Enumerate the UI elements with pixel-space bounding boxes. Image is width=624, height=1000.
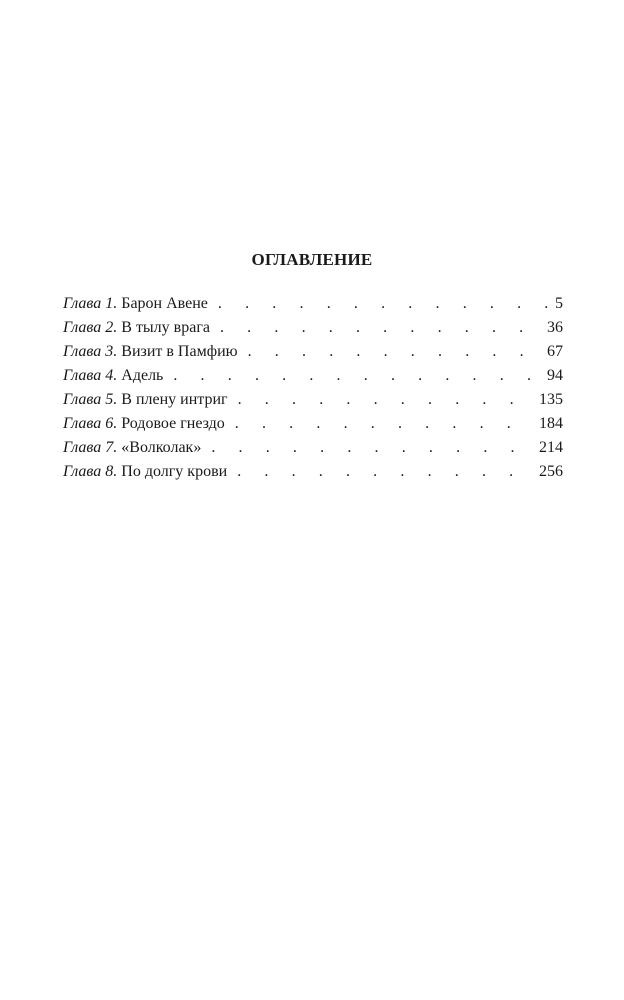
page-number: 256 <box>539 463 563 480</box>
chapter-title: В плену интриг <box>121 391 228 408</box>
page-title: ОГЛАВЛЕНИЕ <box>251 250 373 269</box>
dot-leader <box>248 340 541 364</box>
table-of-contents <box>63 292 563 484</box>
toc-entry <box>63 316 563 340</box>
chapter-title: В тылу врага <box>121 319 210 336</box>
chapter-number: Глава 5. <box>63 391 118 408</box>
page-number: 67 <box>547 343 563 360</box>
chapter-number: Глава 4. <box>63 367 118 384</box>
chapter-title: Адель <box>121 367 164 384</box>
chapter-number: Глава 3. <box>63 343 118 360</box>
page-number: 184 <box>539 415 563 432</box>
chapter-title: Родовое гнездо <box>121 415 225 432</box>
page-number: 5 <box>555 295 563 312</box>
page-number: 36 <box>547 319 563 336</box>
dot-leader <box>211 436 533 460</box>
toc-entry <box>63 412 563 436</box>
chapter-number: Глава 2. <box>63 319 118 336</box>
chapter-number: Глава 8. <box>63 463 118 480</box>
chapter-number: Глава 7. <box>63 439 118 456</box>
dot-leader <box>218 292 549 316</box>
dot-leader <box>237 460 533 484</box>
dot-leader <box>173 364 541 388</box>
dot-leader <box>238 388 533 412</box>
toc-entry <box>63 388 563 412</box>
toc-entry <box>63 292 563 316</box>
chapter-title: Визит в Памфию <box>121 343 238 360</box>
toc-entry <box>63 460 563 484</box>
toc-entry <box>63 364 563 388</box>
chapter-title: По долгу крови <box>121 463 228 480</box>
chapter-title: Барон Авене <box>121 295 208 312</box>
toc-entry <box>63 340 563 364</box>
page-number: 94 <box>547 367 563 384</box>
page-number: 135 <box>539 391 563 408</box>
chapter-title: «Волколак» <box>121 439 202 456</box>
dot-leader <box>235 412 533 436</box>
chapter-number: Глава 6. <box>63 415 118 432</box>
toc-entry <box>63 436 563 460</box>
page-number: 214 <box>539 439 563 456</box>
dot-leader <box>220 316 541 340</box>
chapter-number: Глава 1. <box>63 295 118 312</box>
